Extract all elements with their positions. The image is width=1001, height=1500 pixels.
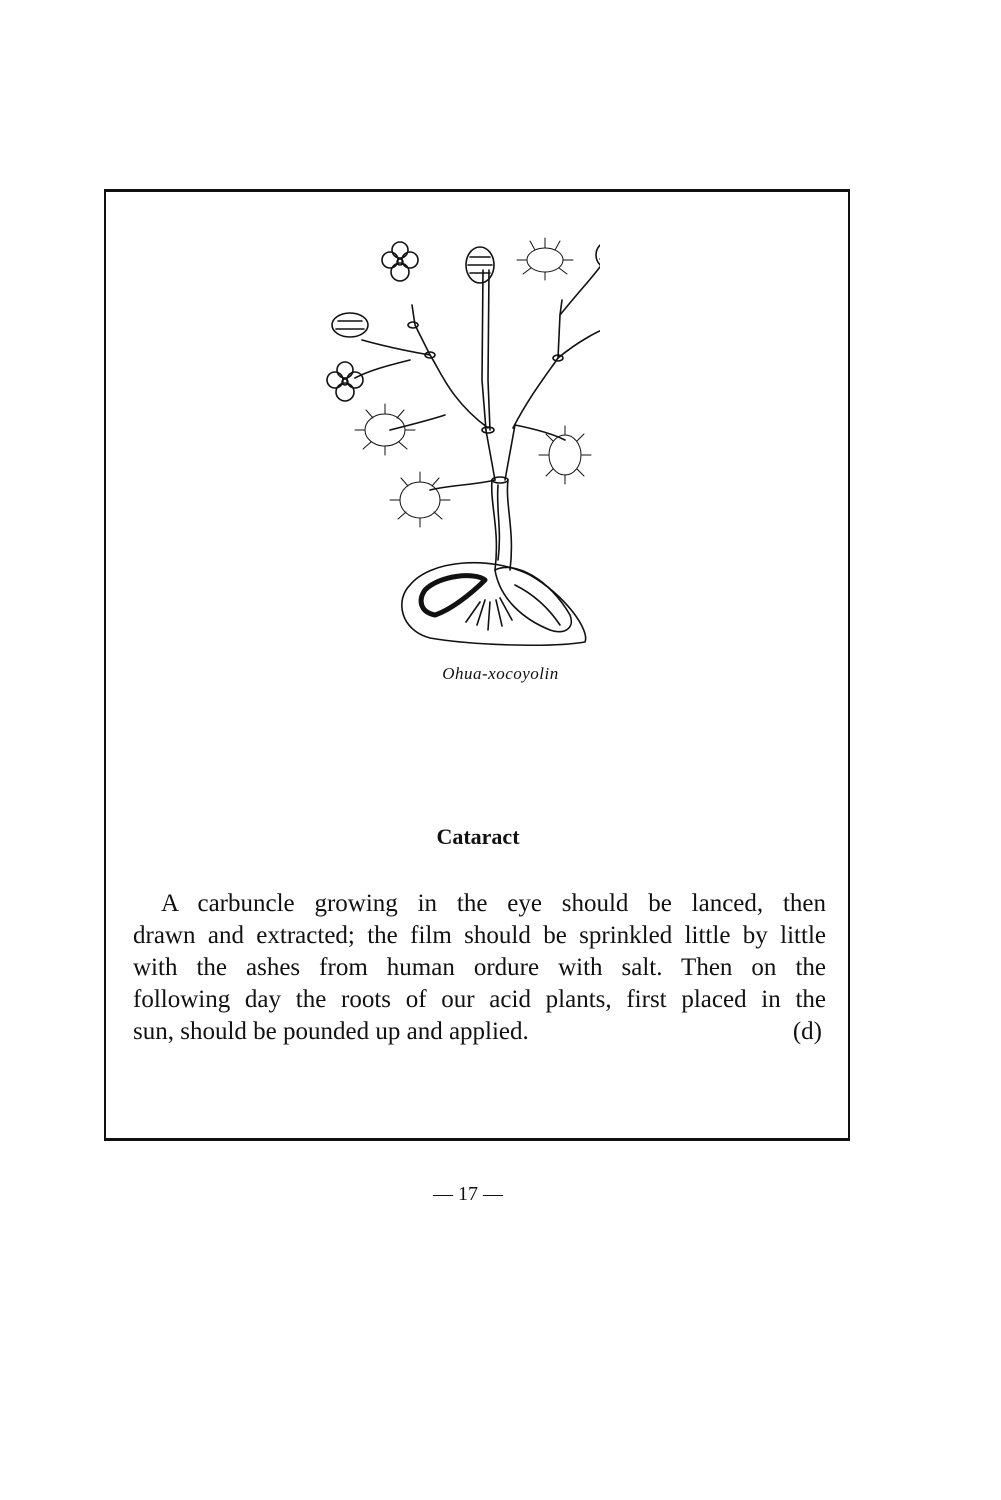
paragraph-line: following day the roots of our acid plants, first placed in the (133, 986, 826, 1013)
figure-caption: Ohua-xocoyolin (442, 664, 559, 683)
plant-illustration (300, 230, 600, 650)
section-heading: Cataract (436, 824, 520, 849)
body-paragraph (133, 888, 826, 1048)
paragraph-line: A carbuncle growing in the eye should be lanced, then (161, 890, 826, 917)
reference-mark: (d) (792, 1018, 822, 1045)
paragraph-line: drawn and extracted; the film should be sprinkled little by little (133, 922, 826, 949)
paragraph-line: with the ashes from human ordure with salt. Then on the (133, 954, 826, 981)
page-number: — 17 — (433, 1183, 503, 1205)
paragraph-line: sun, should be pounded up and applied. (133, 1018, 529, 1045)
paragraph-line-last (133, 1016, 826, 1048)
